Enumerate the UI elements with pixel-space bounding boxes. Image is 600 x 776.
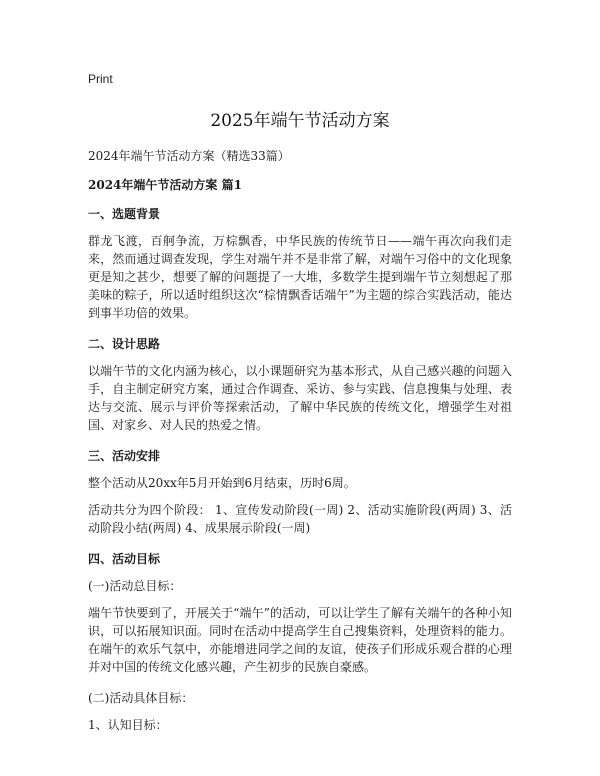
page-title: 2025年端午节活动方案: [210, 111, 390, 131]
paragraph-design: 以端午节的文化内涵为核心，以小课题研究为基本形式，从自己感兴趣的问题入手，自主制定研究方案，通过合作调查、采访、参与实践、信息搜集与处理、表达与交流、展示与评价等探索活动，了解中华民族的传统文化，增强学生对祖国、对家乡、对人民的热爱之情。: [88, 364, 512, 432]
section-heading-background: 一、选题背景: [88, 207, 161, 221]
section-heading-arrangement: 三、活动安排: [88, 449, 161, 463]
document-subtitle: 2024年端午节活动方案（精选33篇）: [88, 149, 290, 163]
print-link[interactable]: Print: [88, 72, 113, 86]
section-heading-goals: 四、活动目标: [88, 552, 161, 566]
paragraph-arrangement-stages: 活动共分为四个阶段： 1、宣传发动阶段(一周) 2、活动实施阶段(两周) 3、活动阶段小结(两周) 4、成果展示阶段(一周): [88, 503, 512, 535]
overall-goal-label: (一)活动总目标：: [88, 579, 182, 593]
section-heading-design: 二、设计思路: [88, 337, 161, 351]
specific-goal-label: (二)活动具体目标：: [88, 691, 194, 705]
paragraph-arrangement-duration: 整个活动从20xx年5月开始到6月结束，历时6周。: [88, 476, 356, 490]
chapter-title: 2024年端午节活动方案 篇1: [88, 178, 242, 192]
cognitive-goal-label: 1、认知目标：: [88, 718, 168, 732]
paragraph-overall-goal: 端午节快要到了，开展关于“端午”的活动，可以让学生了解有关端午的各种小知识，可以拓展知识面。同时在活动中提高学生自己搜集资料，处理资料的能力。在端午的欢乐气氛中，亦能增进同学之间的友谊，使孩子们形成乐观合群的心理并对中国的传统文化感兴趣，产生初步的民族自豪感。: [88, 606, 512, 674]
paragraph-background: 群龙飞渡，百舸争流，万棕飘香，中华民族的传统节日——端午再次向我们走来，然而通过调查发现，学生对端午并不是非常了解，对端午习俗中的文化现象更是知之甚少，想要了解的问题提了一大堆，多数学生提到端午节立刻想起了那美味的粽子，所以适时组织这次“棕情飘香话端午”为主题的综合实践活动，能达到事半功倍的效果。: [88, 234, 512, 320]
